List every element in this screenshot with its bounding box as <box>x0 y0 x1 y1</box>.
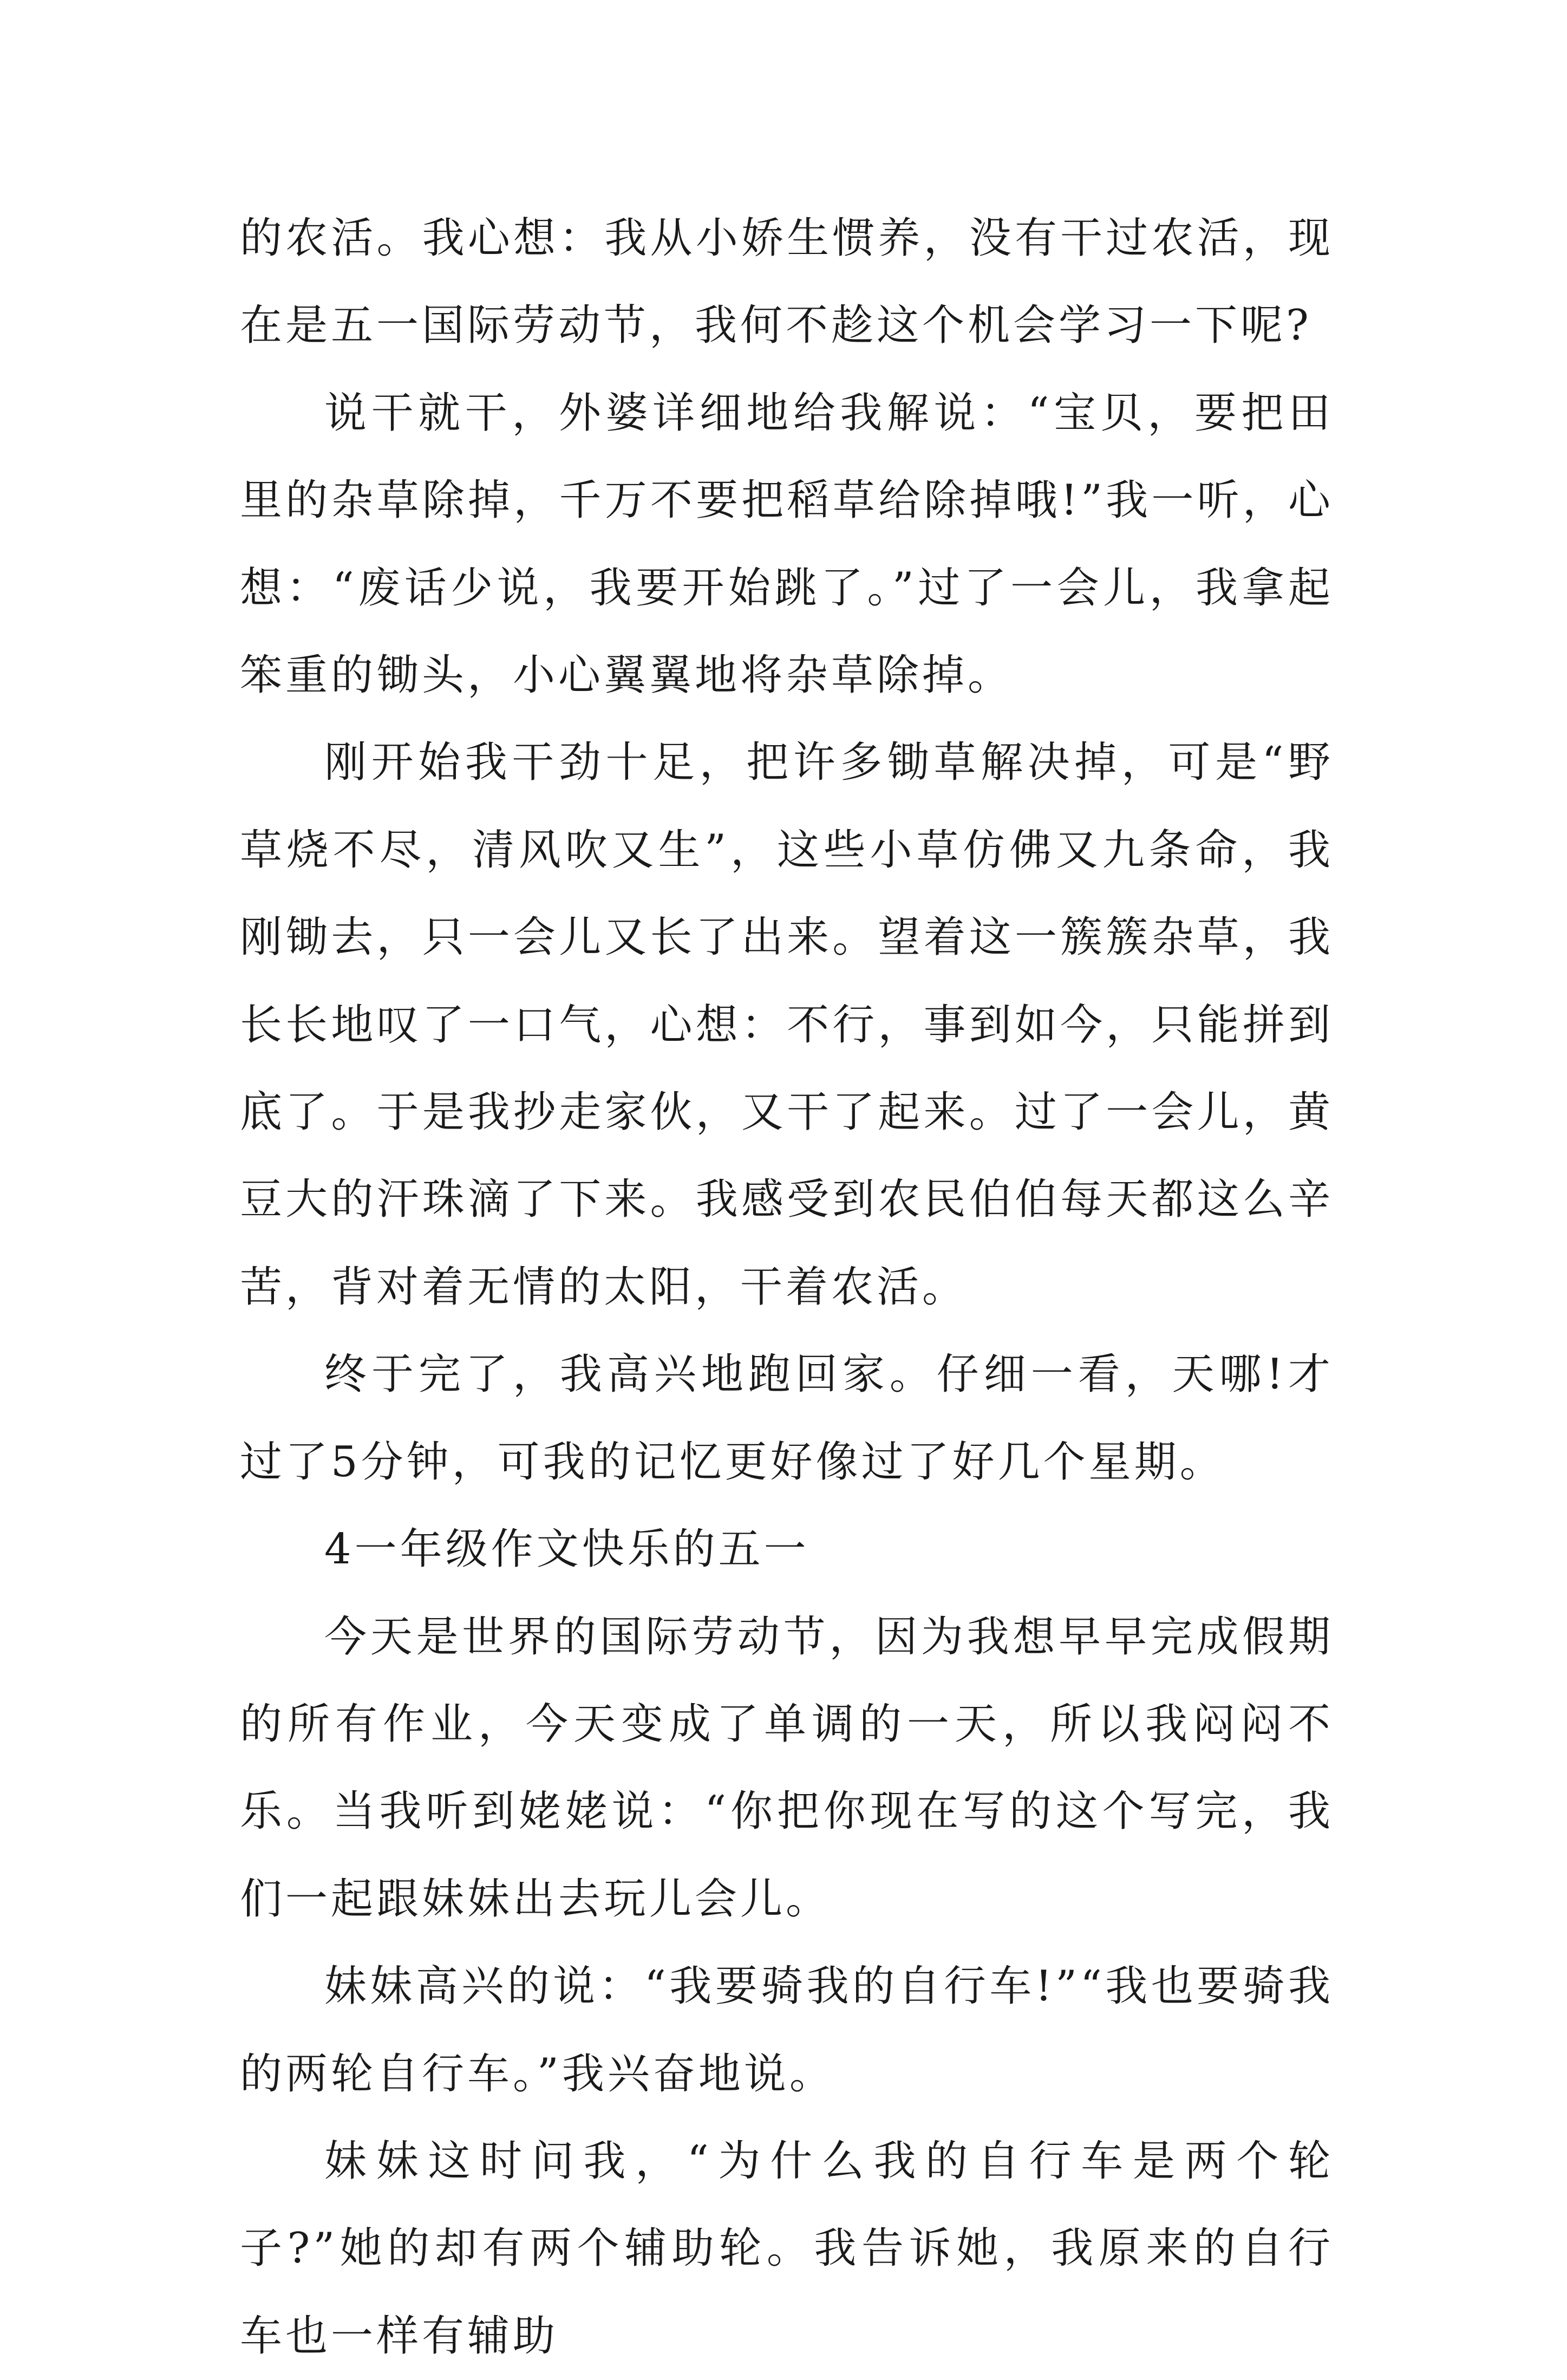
paragraph: 的农活。我心想：我从小娇生惯养，没有干过农活，现在是五一国际劳动节，我何不趁这个机会学习一下呢? <box>240 214 1334 350</box>
paragraph: 刚开始我干劲十足，把许多锄草解决掉，可是“野草烧不尽，清风吹又生”，这些小草仿佛又九条命，我刚锄去，只一会儿又长了出来。望着这一簇簇杂草，我长长地叹了一口气，心想：不行，事到如今，只能拼到底了。于是我抄走家伙，又干了起来。过了一会儿，黄豆大的汗珠滴了下来。我感受到农民伯伯每天都这么辛苦，背对着无情的太阳，干着农活。 <box>240 738 1334 1312</box>
body-text <box>240 195 1334 2380</box>
paragraph: 终于完了，我高兴地跑回家。仔细一看，天哪!才过了5分钟，可我的记忆更好像过了好几个星期。 <box>240 1350 1334 1486</box>
paragraph: 妹妹这时问我，“为什么我的自行车是两个轮子?”她的却有两个辅助轮。我告诉她，我原来的自行车也一样有辅助 <box>240 2136 1334 2361</box>
paragraph: 说干就干，外婆详细地给我解说：“宝贝，要把田里的杂草除掉，千万不要把稻草给除掉哦!”我一听，心想：“废话少说，我要开始跳了。”过了一会儿，我拿起笨重的锄头，小心翼翼地将杂草除掉。 <box>240 388 1334 700</box>
section-heading: 4一年级作文快乐的五一 <box>324 1525 809 1574</box>
paragraph: 妹妹高兴的说：“我要骑我的自行车!”“我也要骑我的两轮自行车。”我兴奋地说。 <box>240 1962 1334 2098</box>
paragraph: 今天是世界的国际劳动节，因为我想早早完成假期的所有作业，今天变成了单调的一天，所以我闷闷不乐。当我听到姥姥说：“你把你现在写的这个写完，我们一起跟妹妹出去玩儿会儿。 <box>240 1612 1334 1923</box>
